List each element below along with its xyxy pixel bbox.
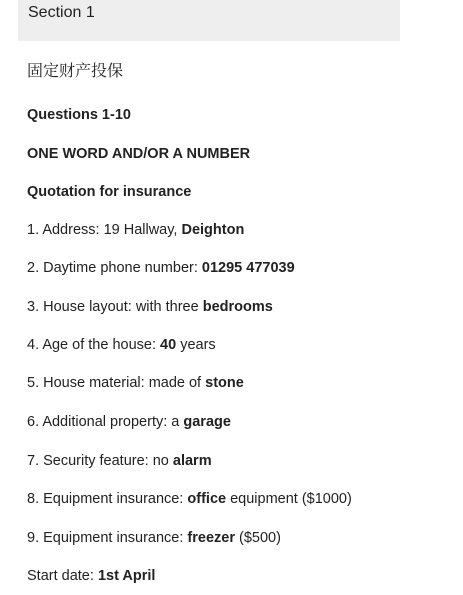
question-item-3	[27, 298, 273, 316]
question-text: 1. Address: 19 Hallway,	[27, 222, 182, 238]
question-text: 4. Age of the house:	[27, 337, 161, 353]
question-item-1	[27, 221, 244, 239]
answer-text: stone	[205, 375, 244, 391]
question-text: 3. House layout: with three	[27, 299, 203, 315]
question-item-4	[27, 336, 216, 354]
question-text: 2. Daytime phone number:	[27, 260, 202, 276]
answer-text: 40	[160, 337, 177, 353]
question-item-6	[27, 413, 231, 431]
answer-text: 01295 477039	[201, 260, 295, 276]
answer-text: office	[187, 491, 227, 507]
answer-text: Deighton	[181, 222, 245, 238]
form-title: Quotation for insurance	[27, 184, 192, 200]
question-text: 8. Equipment insurance:	[27, 491, 188, 507]
question-text: 9. Equipment insurance:	[27, 530, 188, 546]
instruction-heading: ONE WORD AND/OR A NUMBER	[27, 146, 251, 162]
question-suffix: ($500)	[234, 530, 281, 546]
start-date-value: 1st April	[97, 568, 156, 584]
question-item-8	[27, 490, 352, 508]
question-suffix: equipment ($1000)	[226, 491, 352, 507]
question-item-7	[27, 452, 212, 470]
chinese-subtitle: 固定财产投保	[27, 63, 124, 80]
answer-text: freezer	[187, 530, 235, 546]
question-item-5	[27, 374, 244, 392]
answer-text: bedrooms	[202, 299, 273, 315]
question-suffix: years	[176, 337, 216, 353]
section-header	[18, 0, 400, 41]
question-text: 6. Additional property: a	[27, 414, 184, 430]
question-item-2	[27, 259, 295, 277]
question-text: 7. Security feature: no	[27, 453, 173, 469]
question-text: 5. House material: made of	[27, 375, 206, 391]
section-title: Section 1	[28, 4, 95, 21]
start-date	[27, 567, 155, 585]
answer-text: alarm	[172, 453, 212, 469]
questions-heading: Questions 1-10	[27, 107, 131, 123]
question-item-9	[27, 529, 281, 547]
start-date-label: Start date:	[27, 568, 98, 584]
answer-text: garage	[183, 414, 231, 430]
